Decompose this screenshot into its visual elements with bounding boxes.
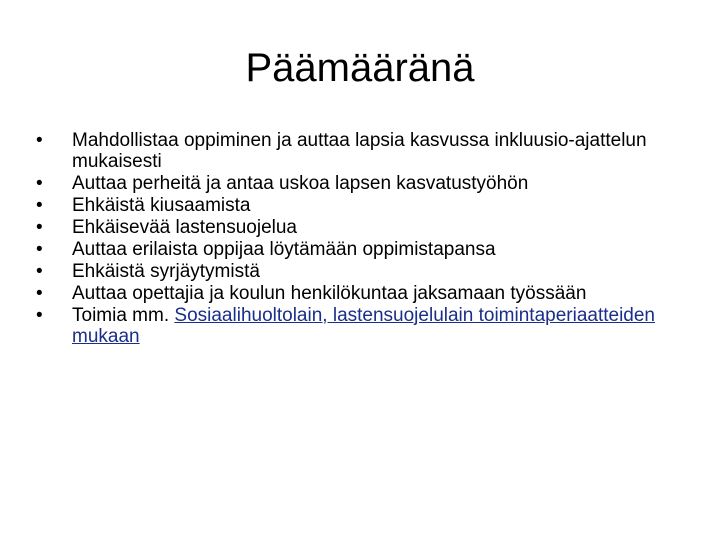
list-item [36, 217, 696, 238]
bullet-list [36, 130, 696, 348]
list-item-text: Auttaa opettajia ja koulun henkilökuntaa jaksamaan työssään [72, 282, 587, 304]
bullet-icon: • [36, 130, 43, 151]
bullet-icon: • [36, 304, 43, 326]
list-item [36, 173, 696, 194]
bullet-icon: • [36, 282, 43, 304]
bullet-icon: • [36, 194, 43, 216]
list-item-text: Auttaa erilaista oppijaa löytämään oppimistapansa [72, 238, 496, 260]
bullet-icon: • [36, 238, 43, 260]
list-item-prefix: Toimia mm. [72, 304, 175, 326]
list-item [36, 261, 696, 282]
list-item [36, 283, 696, 304]
list-item-text: Ehkäisevää lastensuojelua [72, 216, 297, 238]
law-reference-link[interactable]: Sosiaalihuoltolain, lastensuojelulain toimintaperiaatteiden mukaan [72, 304, 656, 347]
list-item-text: Mahdollistaa oppiminen ja auttaa lapsia kasvussa inkluusio-ajattelun mukaisesti [72, 130, 647, 172]
list-item-text: Ehkäistä syrjäytymistä [72, 260, 260, 282]
list-item [36, 130, 696, 172]
bullet-icon: • [36, 216, 43, 238]
list-item [36, 305, 696, 347]
slide-title: Päämääränä [245, 46, 475, 90]
list-item [36, 239, 696, 260]
bullet-icon: • [36, 172, 43, 194]
bullet-icon: • [36, 260, 43, 282]
list-item-text [72, 305, 696, 347]
list-item-text: Auttaa perheitä ja antaa uskoa lapsen kasvatustyöhön [72, 172, 529, 194]
list-item-text: Ehkäistä kiusaamista [72, 194, 251, 216]
list-item [36, 195, 696, 216]
